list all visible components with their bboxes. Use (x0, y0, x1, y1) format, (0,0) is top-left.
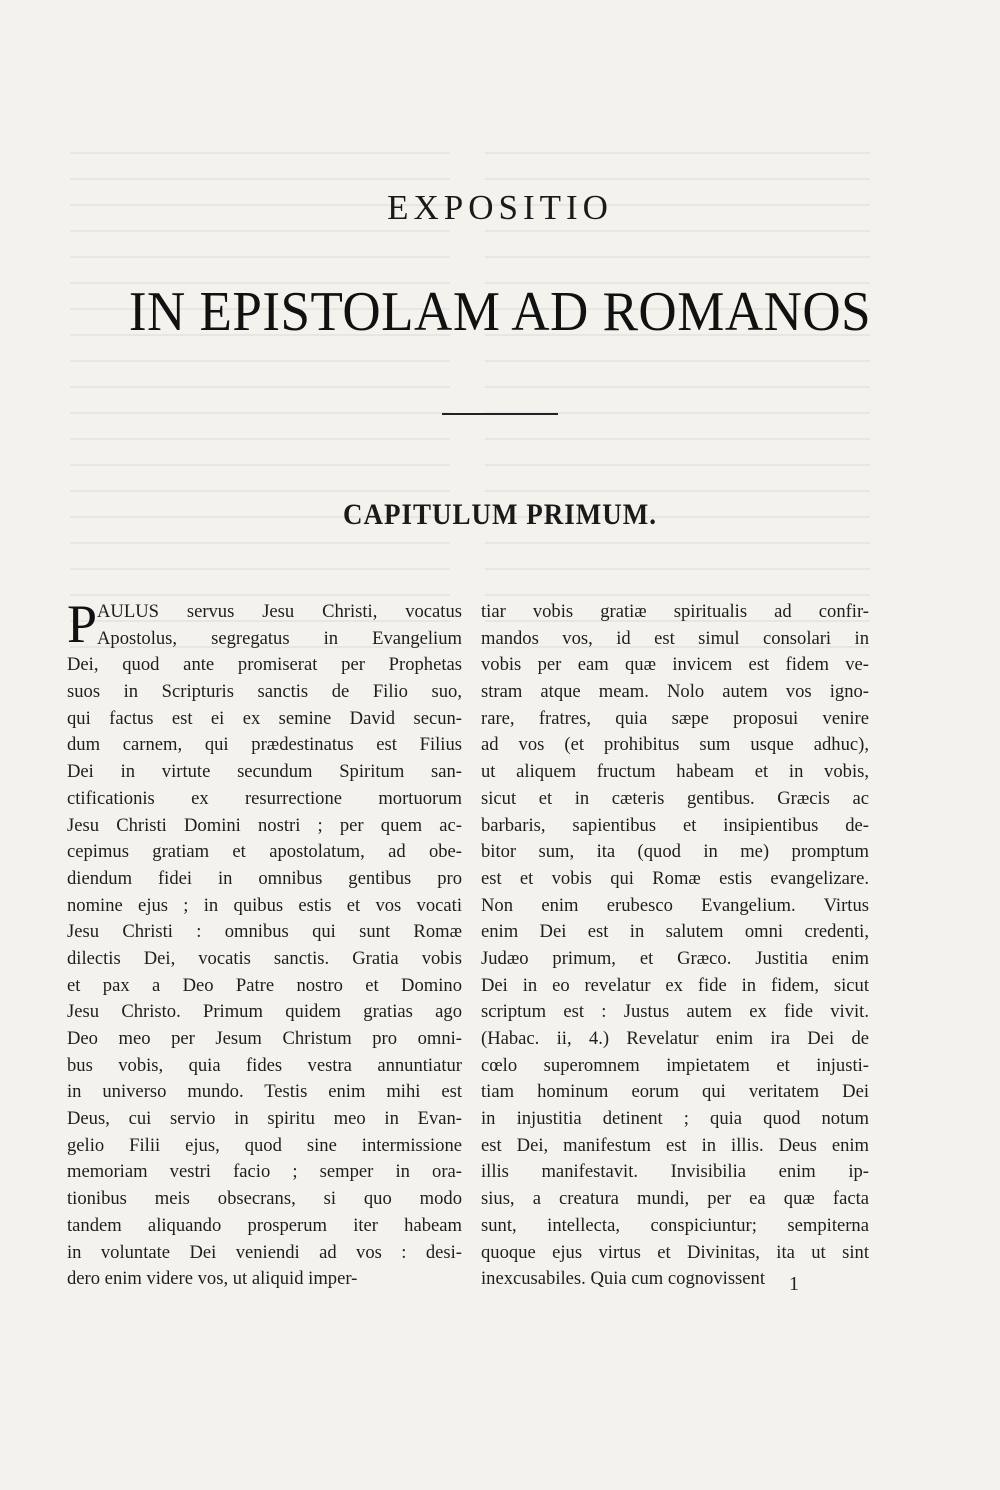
text-line: tiar vobis gratiæ spiritualis ad confir- (481, 601, 869, 622)
text-line: illis manifestavit. Invisibilia enim ip- (481, 1161, 869, 1183)
text-line: Jesu Christi Domini nostri ; per quem ac- (67, 814, 462, 836)
text-line: nomine ejus ; in quibus estis et vos vocati (67, 894, 462, 916)
text-line: sius, a creatura mundi, per ea quæ facta (481, 1188, 869, 1210)
text-line: gelio Filii ejus, quod sine intermissione (67, 1134, 462, 1156)
text-line: ctificationis ex resurrectione mortuorum (67, 787, 462, 809)
left-column (67, 594, 462, 1293)
text-line: in universo mundo. Testis enim mihi est (67, 1081, 462, 1103)
text-line: Jesu Christi : omnibus qui sunt Romæ (67, 921, 462, 943)
bleed-through-line (485, 178, 870, 180)
bleed-through-line (485, 464, 870, 466)
text-line: suos in Scripturis sanctis de Filio suo, (67, 681, 462, 703)
title-in-epistolam: IN EPISTOLAM AD ROMANOS (128, 281, 872, 343)
bleed-through-line (70, 256, 450, 258)
bleed-through-line (70, 386, 450, 388)
bleed-through-line (485, 438, 870, 440)
text-line: cœlo superomnem impietatem et injusti- (481, 1054, 869, 1076)
bleed-through-line (485, 386, 870, 388)
text-line: est et vobis qui Romæ estis evangelizare. (481, 867, 869, 889)
bleed-through-line (70, 230, 450, 232)
text-line: Dei in eo revelatur ex fide in fidem, sicut (481, 974, 869, 996)
bleed-through-line (485, 256, 870, 258)
text-line: Deo meo per Jesum Christum pro omni- (67, 1028, 462, 1049)
title-expositio: EXPOSITIO (387, 188, 613, 227)
text-line: Dei, quod ante promiserat per Prophetas (67, 654, 462, 676)
text-line: tiam hominum eorum qui veritatem Dei (481, 1081, 869, 1103)
text-line: tandem aliquando prosperum iter habeam (67, 1214, 462, 1236)
bleed-through-line (485, 230, 870, 232)
bleed-through-line (70, 542, 450, 544)
bleed-through-line (70, 152, 450, 154)
text-line: Apostolus, segregatus in Evangelium (97, 627, 462, 649)
text-line: barbaris, sapientibus et insipientibus de- (481, 814, 869, 836)
text-line: Judæo primum, et Græco. Justitia enim (481, 947, 869, 969)
text-line: AULUS servus Jesu Christi, vocatus (97, 601, 462, 622)
drop-capital: P (67, 594, 98, 654)
text-line: bus vobis, quia fides vestra annuntiatur (67, 1054, 462, 1076)
text-line: in voluntate Dei veniendi ad vos : desi- (67, 1241, 462, 1263)
bleed-through-line (70, 594, 450, 596)
text-line: memoriam vestri facio ; semper in ora- (67, 1161, 462, 1183)
text-line: et pax a Deo Patre nostro et Domino (67, 974, 462, 996)
text-line: (Habac. ii, 4.) Revelatur enim ira Dei de (481, 1028, 869, 1049)
text-line: ut aliquem fructum habeam et in vobis, (481, 761, 869, 783)
bleed-through-line (485, 152, 870, 154)
text-line: tionibus meis obsecrans, si quo modo (67, 1188, 462, 1210)
bleed-through-line (70, 438, 450, 440)
text-line: dero enim videre vos, ut aliquid imper- (67, 1268, 358, 1290)
bleed-through-line (70, 178, 450, 180)
text-line: stram atque meam. Nolo autem vos igno- (481, 681, 869, 703)
text-line: bitor sum, ita (quod in me) promptum (481, 841, 869, 863)
text-line: sunt, intellecta, conspiciuntur; sempiterna (481, 1214, 869, 1236)
page-number: 1 (789, 1273, 799, 1295)
text-line: sicut et in cæteris gentibus. Græcis ac (481, 787, 869, 809)
text-line: quoque ejus virtus et Divinitas, ita ut sint (481, 1241, 869, 1263)
text-line: dilectis Dei, vocatis sanctis. Gratia vobis (67, 947, 462, 969)
bleed-through-line (485, 490, 870, 492)
chapter-heading: CAPITULUM PRIMUM. (343, 497, 657, 531)
bleed-through-line (485, 542, 870, 544)
text-line: mandos vos, id est simul consolari in (481, 627, 869, 649)
text-line: dum carnem, qui prædestinatus est Filius (67, 734, 462, 756)
text-line: rare, fratres, quia sæpe proposui venire (481, 707, 869, 729)
text-line: Non enim erubesco Evangelium. Virtus (481, 894, 869, 916)
text-line: est Dei, manifestum est in illis. Deus enim (481, 1134, 869, 1156)
text-line: qui factus est ei ex semine David secun- (67, 707, 462, 729)
bleed-through-line (485, 568, 870, 570)
text-line: in injustitia detinent ; quia quod notum (481, 1108, 869, 1130)
bleed-through-line (485, 594, 870, 596)
text-line: inexcusabiles. Quia cum cognovissent (481, 1268, 766, 1290)
text-line: vobis per eam quæ invicem est fidem ve- (481, 654, 869, 676)
bleed-through-line (70, 490, 450, 492)
bleed-through-line (70, 412, 450, 414)
bleed-through-line (70, 464, 450, 466)
text-line: cepimus gratiam et apostolatum, ad obe- (67, 841, 462, 863)
bleed-through-line (485, 360, 870, 362)
text-line: Deus, cui servio in spiritu meo in Evan- (67, 1108, 462, 1130)
text-line: enim Dei est in salutem omni credenti, (481, 921, 869, 943)
right-column (481, 599, 869, 1293)
title-divider (442, 413, 558, 415)
bleed-through-line (70, 360, 450, 362)
text-line: Jesu Christo. Primum quidem gratias ago (67, 1001, 462, 1023)
bleed-through-line (70, 568, 450, 570)
text-line: diendum fidei in omnibus gentibus pro (67, 867, 462, 889)
text-line: Dei in virtute secundum Spiritum san- (67, 761, 462, 783)
text-line: ad vos (et prohibitus sum usque adhuc), (481, 734, 869, 756)
text-line: scriptum est : Justus autem ex fide vivit. (481, 1001, 869, 1023)
